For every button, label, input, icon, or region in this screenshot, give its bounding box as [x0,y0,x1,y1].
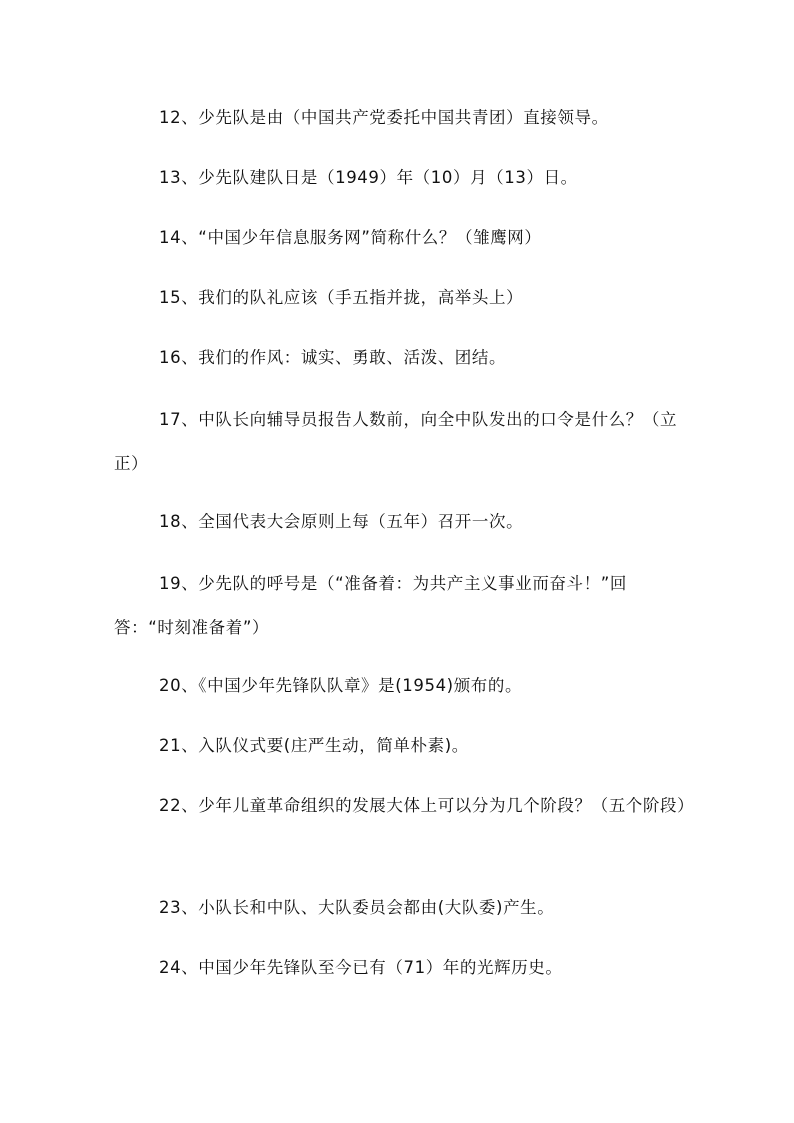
question-item-23: 23、小队长和中队、大队委员会都由(大队委)产生。 [159,898,555,917]
question-item-16: 16、我们的作风：诚实、勇敢、活泼、团结。 [159,348,507,367]
question-item-13: 13、少先队建队日是（1949）年（10）月（13）日。 [159,168,578,187]
question-item-21: 21、入队仪式要(庄严生动，简单朴素)。 [159,736,469,755]
question-item-12: 12、少先队是由（中国共产党委托中国共青团）直接领导。 [159,108,609,127]
question-item-20: 20、《中国少年先锋队队章》是(1954)颁布的。 [159,676,523,695]
question-item-15: 15、我们的队礼应该（手五指并拢，高举头上） [159,288,524,307]
question-item-17: 17、中队长向辅导员报告人数前，向全中队发出的口令是什么？（立正） [114,410,678,473]
question-item-19: 19、少先队的呼号是（“准备着：为共产主义事业而奋斗！”回答：“时刻准备着”） [114,574,627,637]
question-item-22: 22、少年儿童革命组织的发展大体上可以分为几个阶段？（五个阶段） [159,796,695,815]
question-item-14: 14、“中国少年信息服务网”简称什么？（雏鹰网） [159,228,542,247]
question-item-24: 24、中国少年先锋队至今已有（71）年的光辉历史。 [159,958,563,977]
question-item-18: 18、全国代表大会原则上每（五年）召开一次。 [159,512,524,531]
